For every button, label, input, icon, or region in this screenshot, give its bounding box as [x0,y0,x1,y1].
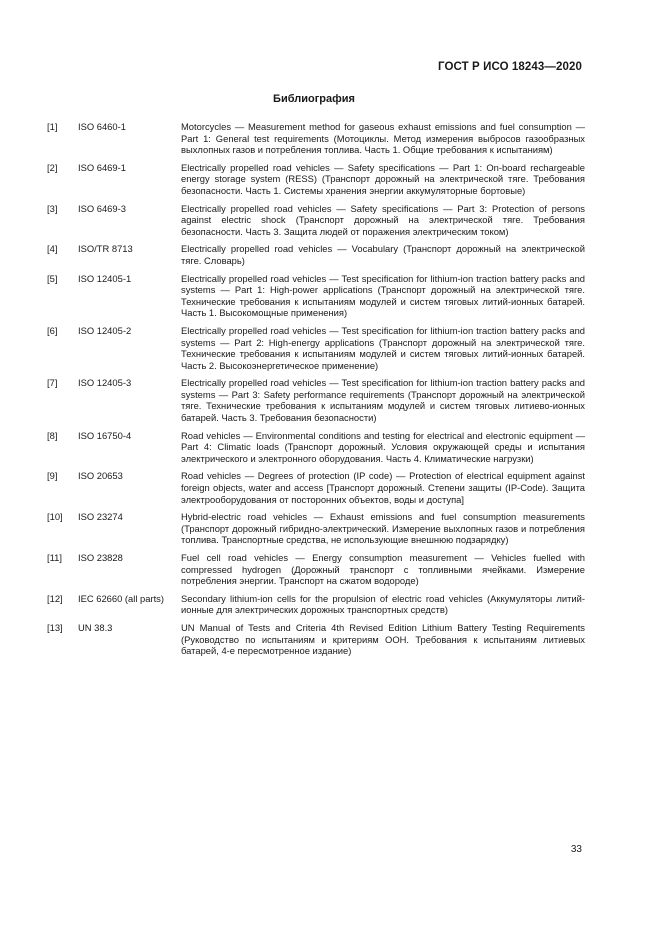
reference-code: ISO 23274 [78,511,123,523]
reference-text: Road vehicles — Degrees of protection (IP code) — Protection of electrical equipment against foreign objects, water and access [Транспорт дорожный. Степени защиты (IP-Code). Защита электрооборудования от посторонних объектов, воды и доступа] [181,470,585,505]
reference-entry [47,552,585,587]
reference-number: [1] [47,121,58,132]
reference-text: Motorcycles — Measurement method for gaseous exhaust emissions and fuel consumption — Part 1: General test requirements (Мотоциклы. Метод измерения выбросов газообразных выхлопных газов и потребления топлива. Часть 1. Общие требования к испытаниям) [181,121,585,156]
bibliography-title: Библиография [273,93,355,105]
reference-number: [7] [47,377,58,389]
reference-text: Electrically propelled road vehicles — Test specification for lithium-ion traction battery packs and systems — Part 2: High-energy applications (Транспорт дорожный на электрической тяге. Технические требования к испытаниям модулей и систем тяговых литий-ионных батарей. Часть 2. Высокоэнергетическое применение) [181,324,585,371]
reference-text: Fuel cell road vehicles — Energy consumption measurement — Vehicles fuelled with compressed hydrogen (Дорожный транспорт с топливными ячейками. Измерение потребления энергии. Транспорт на сжатом водороде) [181,552,585,587]
reference-number: [8] [47,429,58,441]
document-standard-header: ГОСТ Р ИСО 18243—2020 [437,61,582,73]
reference-number: [13] [47,621,63,633]
reference-entry [47,470,585,505]
reference-number: [2] [47,161,58,173]
reference-text: UN Manual of Tests and Criteria 4th Revised Edition Lithium Battery Testing Requirements (Руководство по испытаниям и критериям ООН. Требования к испытаниям литиевых батарей, 4-е пересмотренное издание) [181,621,585,657]
reference-code: ISO/TR 8713 [78,243,133,255]
reference-entry [47,203,585,238]
reference-number: [4] [47,243,58,255]
reference-entry [47,162,585,197]
reference-code: ISO 20653 [78,470,123,482]
bibliography-list [47,121,585,663]
reference-entry [47,511,585,546]
reference-entry [47,377,585,423]
reference-number: [12] [47,592,63,604]
reference-code: ISO 12405-3 [78,377,132,389]
reference-number: [3] [47,202,58,214]
reference-code: ISO 23828 [78,552,123,563]
reference-entry [47,593,585,616]
reference-text: Electrically propelled road vehicles — Vocabulary (Транспорт дорожный на электрической тяге. Словарь) [181,243,585,266]
reference-entry [47,243,585,266]
reference-entry [47,325,585,371]
reference-number: [5] [47,272,58,284]
reference-code: ISO 12405-2 [78,324,132,336]
reference-entry [47,622,585,657]
reference-number: [9] [47,470,58,482]
reference-code: ISO 6469-3 [78,202,126,214]
reference-text: Electrically propelled road vehicles — Safety specifications — Part 3: Protection of persons against electric shock (Транспорт дорожный на электрической тяге. Требования безопасности. Часть 3. Защита людей от поражения электрическим током) [181,202,585,237]
reference-text: Electrically propelled road vehicles — Test specification for lithium-ion traction battery packs and systems — Part 3: Safety performance requirements (Транспорт дорожный на электрической тяге. Технические требования к испытаниям модулей и систем тяговых литиево-ионных батарей. Часть 3. Требования безопасности) [181,377,585,424]
reference-code: ISO 6469-1 [78,161,126,173]
reference-code: ISO 16750-4 [78,429,132,441]
reference-code: ISO 6460-1 [78,121,126,132]
reference-code: IEC 62660 (all parts) [78,592,164,604]
reference-code: UN 38.3 [78,621,113,633]
reference-text: Secondary lithium-ion cells for the propulsion of electric road vehicles (Аккумуляторы литий-ионные для электрических дорожных транспортных средств) [181,592,585,616]
reference-entry [47,273,585,319]
reference-text: Electrically propelled road vehicles — Safety specifications — Part 1: On-board rechargeable energy storage system (RESS) (Транспорт дорожный на электрической тяге. Требования безопасности. Часть 1. Системы хранения энергии аккумуляторные бортовые) [181,161,585,196]
reference-number: [6] [47,324,58,336]
reference-entry [47,121,585,156]
reference-text: Hybrid-electric road vehicles — Exhaust emissions and fuel consumption measurements (Транспорт дорожный гибридно-электрический. Измерение выхлопных газов и потребления топлива. Транспортные средства, не использующие внешнюю подзарядку) [181,511,585,546]
reference-number: [11] [47,552,62,563]
reference-code: ISO 12405-1 [78,272,132,284]
page-number: 33 [570,844,582,855]
reference-text: Electrically propelled road vehicles — Test specification for lithium-ion traction battery packs and systems — Part 1: High-power applications (Транспорт дорожный на электрической тяге. Технические требования к испытаниям модулей и систем тяговых литий-ионных батарей. Часть 1. Высокомощные применения) [181,272,585,319]
reference-number: [10] [47,511,63,523]
reference-text: Road vehicles — Environmental conditions and testing for electrical and electronic equipment — Part 4: Climatic loads (Транспорт дорожный. Условия окружающей среды и испытания электрического и электронного оборудования. Часть 4. Климатические нагрузки) [181,429,585,464]
reference-entry [47,430,585,465]
